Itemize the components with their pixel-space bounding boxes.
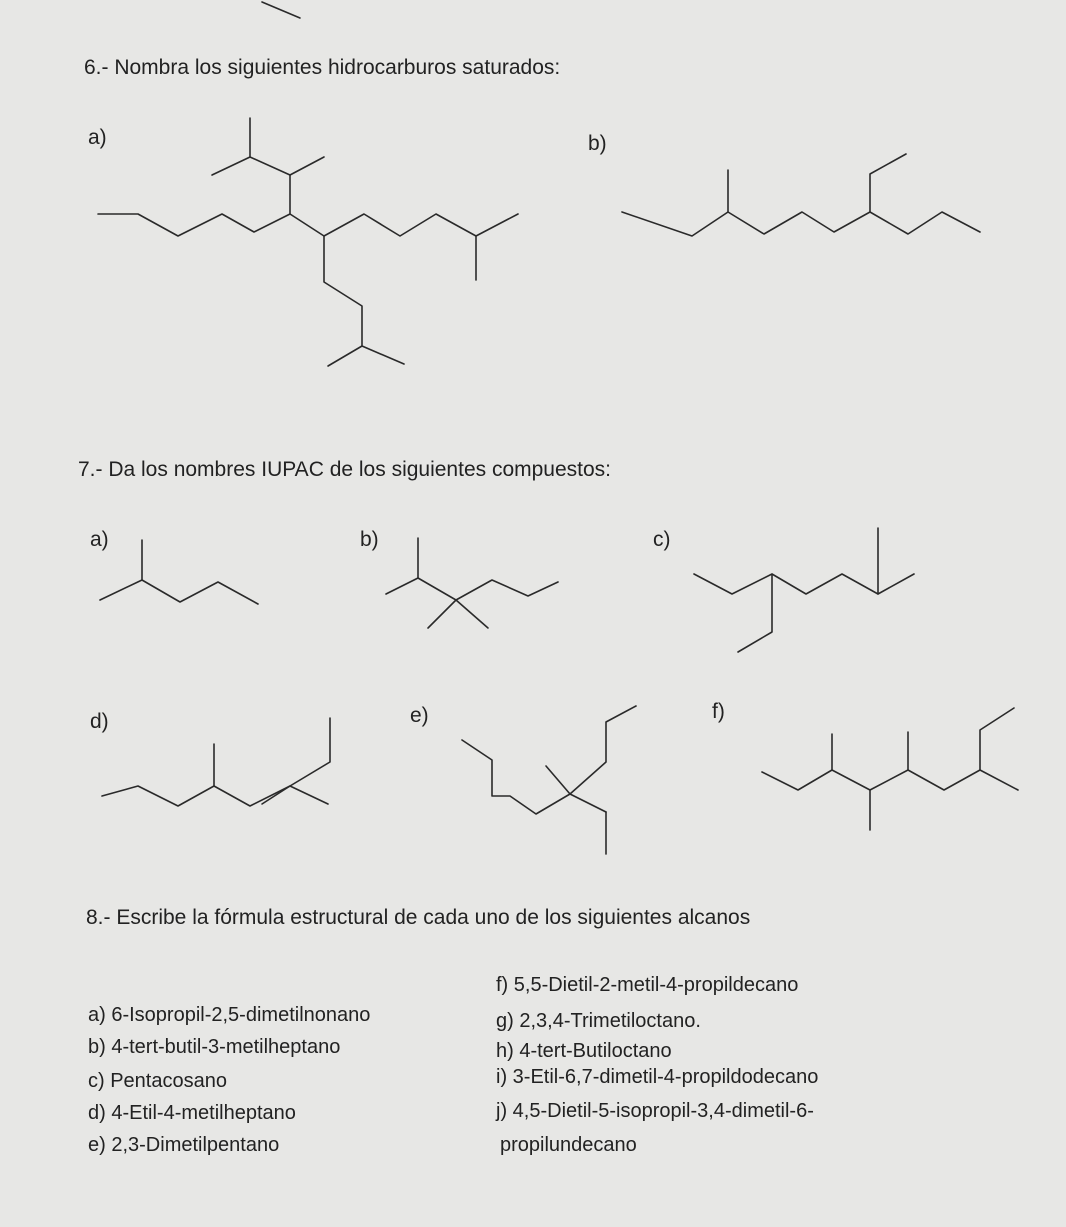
- question-6-title: 6.- Nombra los siguientes hidrocarburos saturados:: [84, 56, 561, 79]
- q7-label-e: e): [410, 704, 429, 727]
- q7-label-d: d): [90, 710, 109, 733]
- q8-item-h: h) 4-tert-Butiloctano: [496, 1040, 672, 1062]
- molecule-7f: [762, 708, 1018, 830]
- molecule-6a: [98, 118, 518, 366]
- q7-label-c: c): [653, 528, 671, 551]
- q8-item-j-cont: propilundecano: [500, 1134, 637, 1156]
- q7-label-a: a): [90, 528, 109, 551]
- q6-label-b: b): [588, 132, 607, 155]
- molecule-7e: [462, 706, 636, 854]
- molecule-7c: [694, 528, 914, 652]
- question-8-title: 8.- Escribe la fórmula estructural de cada uno de los siguientes alcanos: [86, 906, 751, 929]
- q8-item-i: i) 3-Etil-6,7-dimetil-4-propildodecano: [496, 1066, 819, 1088]
- molecule-6b: [622, 154, 980, 236]
- question-7-title: 7.- Da los nombres IUPAC de los siguientes compuestos:: [78, 458, 612, 481]
- q7-label-f: f): [712, 700, 725, 723]
- q8-item-a: a) 6-Isopropil-2,5-dimetilnonano: [88, 1004, 371, 1026]
- q6-label-a: a): [88, 126, 107, 149]
- q8-item-g: g) 2,3,4-Trimetiloctano.: [496, 1010, 701, 1032]
- q8-item-d: d) 4-Etil-4-metilheptano: [88, 1102, 296, 1124]
- molecule-7d: [102, 718, 330, 806]
- q7-label-b: b): [360, 528, 379, 551]
- stray-mark: [262, 2, 300, 18]
- molecule-7b: [386, 538, 558, 628]
- q8-item-f: f) 5,5-Dietil-2-metil-4-propildecano: [496, 974, 799, 996]
- q8-item-c: c) Pentacosano: [88, 1070, 227, 1092]
- q8-item-b: b) 4-tert-butil-3-metilheptano: [88, 1036, 341, 1058]
- q8-item-j: j) 4,5-Dietil-5-isopropil-3,4-dimetil-6-: [496, 1100, 814, 1122]
- q8-item-e: e) 2,3-Dimetilpentano: [88, 1134, 280, 1156]
- molecule-7a: [100, 540, 258, 604]
